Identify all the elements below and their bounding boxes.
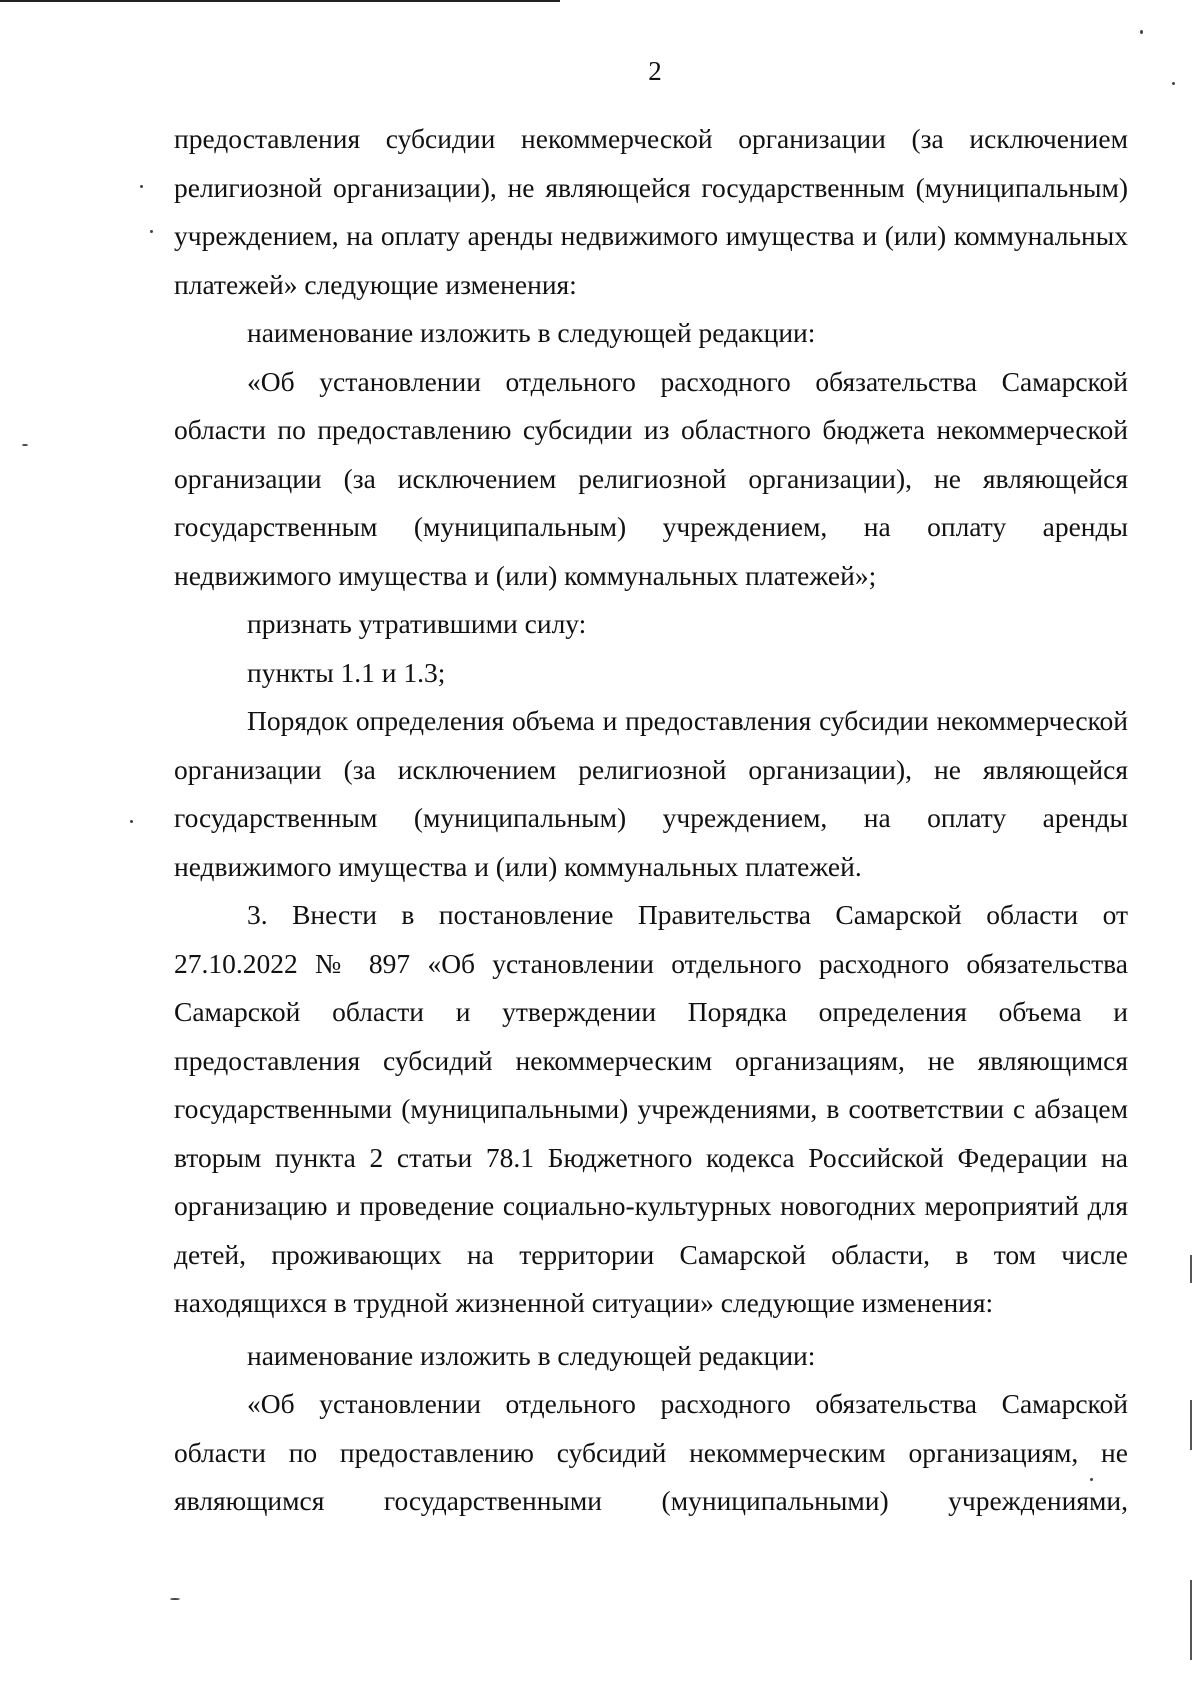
paragraph-1: предоставления субсидии некоммерческой организации (за исключением религиозной организации), не являющейся государственным (муниципальным) учреждением, на оплату аренды недвижимого имущества и (или) коммунальных платежей» следующие изменения: [174,123,1128,300]
paragraph-8: наименование изложить в следующей редакции: [247,1339,816,1371]
paragraph-6: Порядок определения объема и предоставления субсидии некоммерческой организации (за исключением религиозной организации), не являющейся государственным (муниципальным) учреждением, на оплату аренды недвижимого имущества и (или) коммунальных платежей. [174,705,1128,882]
scan-edge-mark [1190,1580,1192,1660]
scan-speck [140,185,143,188]
scan-edge-mark [1190,1400,1192,1450]
scan-speck [150,230,153,233]
document-body [174,115,1128,1526]
scan-speck [22,444,28,446]
scan-edge-mark [1190,1255,1192,1283]
scan-speck [1090,1478,1093,1481]
page-number: 2 [648,56,662,86]
paragraph-5: пункты 1.1 и 1.3; [247,656,446,688]
scan-top-rule [0,0,560,2]
scan-speck [1172,82,1175,85]
paragraph-3: «Об установлении отдельного расходного обязательства Самарской области по предоставлению субсидии из областного бюджета некоммерческой организации (за исключением религиозной организации), не являющейся государственным (муниципальным) учреждением, на оплату аренды недвижимого имущества и (или) коммунальных платежей»; [174,365,1128,591]
scan-speck [1140,30,1143,34]
scan-speck [170,1598,180,1600]
paragraph-9: «Об установлении отдельного расходного обязательства Самарской области по предоставлению субсидий некоммерческим организациям, не являющимся государственными (муниципальными) учреждениями, [174,1388,1128,1516]
paragraph-7: 3. Внести в постановление Правительства Самарской области от 27.10.2022 № 897 «Об установлении отдельного расходного обязательства Самарской области и утверждении Порядка определения объема и предоставления субсидий некоммерческим организациям, не являющимся государственными (муниципальными) учреждениями, в соответствии с абзацем вторым пункта 2 статьи 78.1 Бюджетного кодекса Российской Федерации на организацию и проведение социально-культурных новогодних мероприятий для детей, проживающих на территории Самарской области, в том числе находящихся в трудной жизненной ситуации» следующие изменения: [174,899,1128,1318]
scan-speck [130,820,133,823]
paragraph-4: признать утратившими силу: [247,608,587,639]
paragraph-2: наименование изложить в следующей редакции: [247,317,816,348]
